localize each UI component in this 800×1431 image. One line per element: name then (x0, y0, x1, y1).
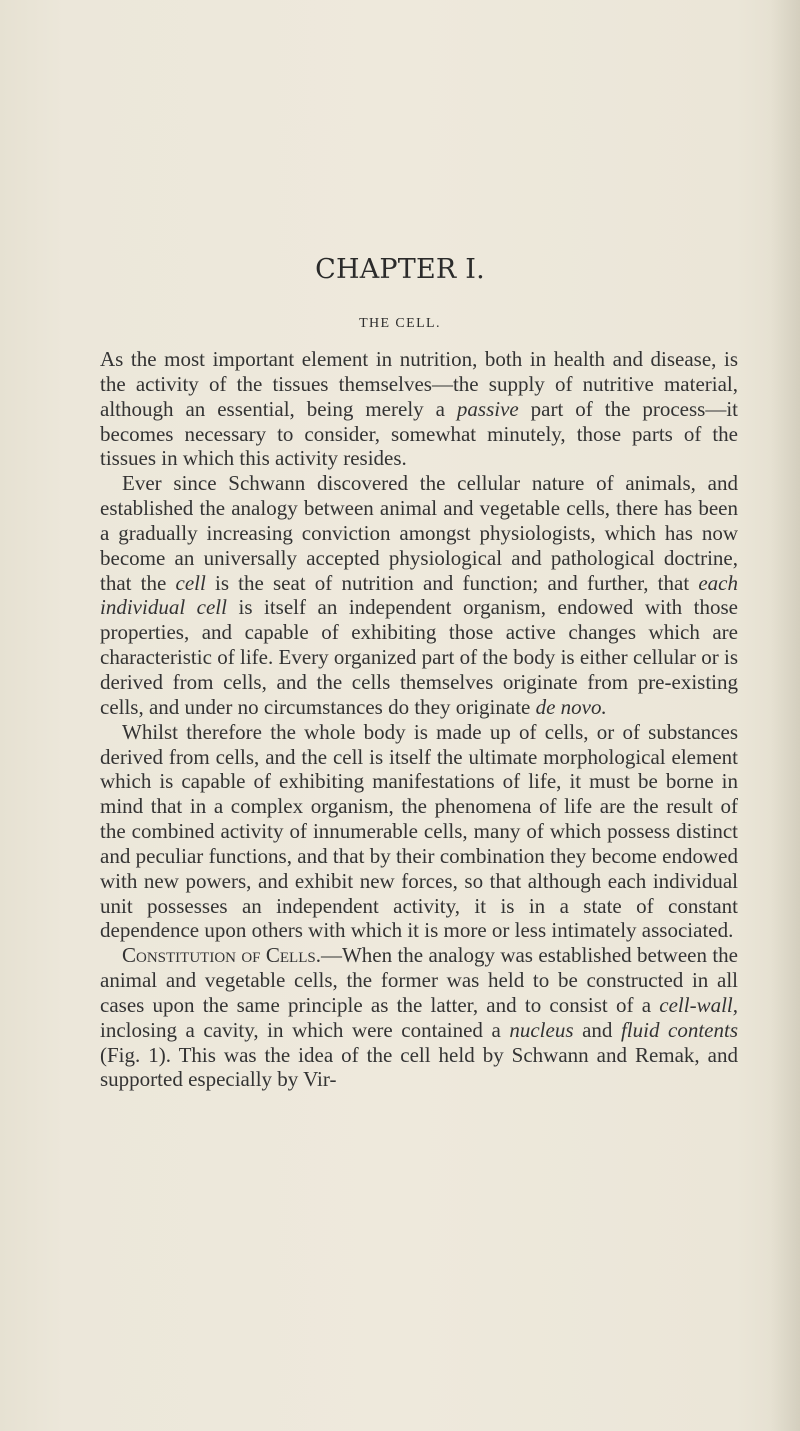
paragraph-3-text-1: Whilst therefore the whole body is made up of cells, or of substances derived from cells, and the cell is itself the ultimate morphological element which is capable of exhibiting manifestations of life, it must be borne in mind that in a complex organism, the phenomena of life are the result of the combined activity of innumerable cells, many of which possess distinct and peculiar functions, and that by their combination they become endowed with new powers, and exhibit new forces, so that although each individual unit possesses an independent activity, it is in a state of constant dependence upon others with which it is more or less intimately associated. (100, 719, 738, 943)
paragraph-1-text-2: part of the process—it becomes necessary to consider, somewhat minutely, those parts of the tissues in which this activity resides. (100, 396, 738, 471)
emphasis-passive: passive (456, 396, 519, 421)
emphasis-fluid-contents: fluid contents (620, 1017, 738, 1042)
run-in-heading: Constitution of Cells. (122, 943, 321, 968)
emphasis-each-individual-cell: each individual cell (100, 570, 738, 620)
emphasis-nucleus: nucleus (509, 1017, 574, 1042)
paragraph-4 (100, 943, 738, 1092)
paragraph-2-text-3: is itself an independent organism, endowed with those properties, and capable of exhibiting those active changes which are characteristic of life. Every organized part of the body is either cellular or is derived from cells, and the cells themselves originate from pre-existing cells, and under no circumstances do they originate (100, 595, 738, 719)
emphasis-cell-wall: cell-wall, (659, 992, 738, 1017)
emphasis-cell: cell (175, 570, 206, 595)
paragraph-2 (100, 471, 738, 719)
paragraph-1 (100, 347, 738, 471)
paragraph-1-text-1: the most important element in nutrition, both in health and disease, is the activity of the tissues themselves—the supply of nutritive material, although an essential, being merely a (100, 347, 738, 421)
paragraph-2-text-1: Ever since Schwann discovered the cellular nature of animals, and established the analogy between animal and vegetable cells, there has been a gradually increasing conviction amongst physiologists, which has now become an universally accepted physiological and pathological doctrine, that the (100, 471, 738, 595)
emphasis-de-novo: de novo. (535, 694, 607, 719)
paragraph-4-text-2: inclosing a cavity, in which were contained a (100, 1017, 510, 1042)
chapter-title: CHAPTER I. (315, 254, 485, 285)
paragraph-3 (100, 720, 738, 944)
paragraph-4-text-4: (Fig. 1). This was the idea of the cell held by Schwann and Remak, and supported especially by Vir- (100, 1042, 738, 1092)
paragraph-4-text-1: —When the analogy was established between the animal and vegetable cells, the former was held to be constructed in all cases upon the same principle as the latter, and to consist of a (100, 943, 738, 1017)
paragraph-2-text-2: is the seat of nutrition and function; and further, that (205, 570, 699, 595)
body-text (100, 347, 738, 1092)
paragraph-4-text-3: and (573, 1017, 621, 1042)
opening-word: As (100, 347, 124, 371)
section-title: THE CELL. (359, 316, 441, 331)
